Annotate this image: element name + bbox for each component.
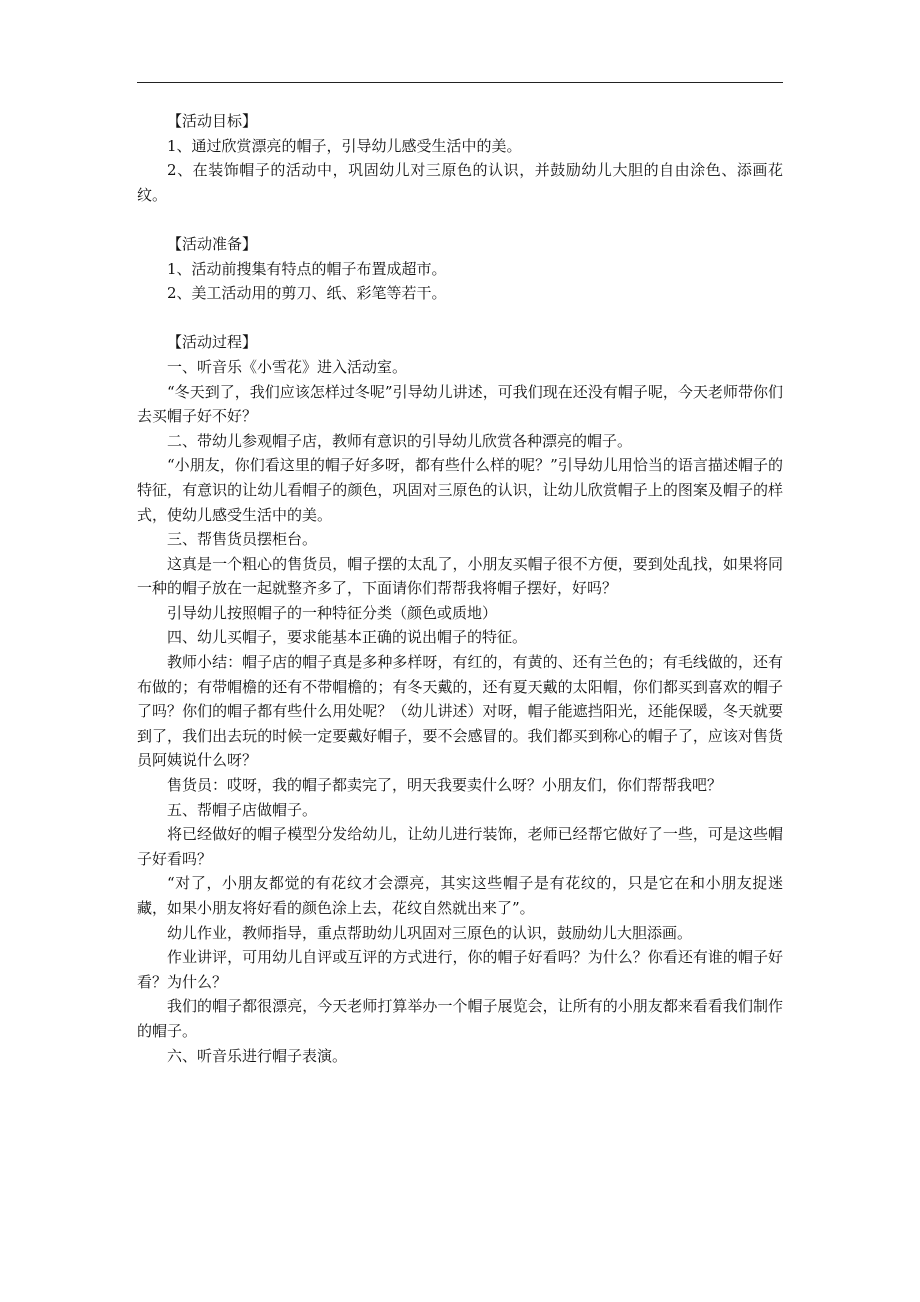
paragraph: 作业讲评，可用幼儿自评或互评的方式进行，你的帽子好看吗？为什么？你看还有谁的帽子好看？为什么？: [137, 948, 783, 991]
paragraph: 三、帮售货员摆柜台。: [167, 530, 318, 549]
section-preparation: [137, 232, 783, 306]
section-heading: 【活动过程】: [167, 333, 258, 352]
paragraph: 1、活动前搜集有特点的帽子布置成超市。: [167, 259, 447, 278]
paragraph: 1、通过欣赏漂亮的帽子，引导幼儿感受生活中的美。: [167, 136, 522, 155]
paragraph: 一、听音乐《小雪花》进入活动室。: [167, 357, 408, 376]
paragraph: 六、听音乐进行帽子表演。: [167, 1046, 348, 1065]
header-rule: [137, 82, 783, 83]
section-heading: 【活动目标】: [167, 112, 258, 130]
paragraph: “冬天到了，我们应该怎样过冬呢”引导幼儿讲述，可我们现在还没有帽子呢，今天老师带你们去买帽子好不好？: [137, 382, 783, 426]
section-process: [137, 330, 783, 1068]
paragraph: “对了，小朋友都觉的有花纹才会漂亮，其实这些帽子是有花纹的，只是它在和小朋友捉迷藏，如果小朋友将好看的颜色涂上去，花纹自然就出来了”。: [137, 874, 783, 917]
section-goals: [137, 109, 783, 207]
section-heading: 【活动准备】: [167, 234, 258, 253]
paragraph: 四、幼儿买帽子，要求能基本正确的说出帽子的特征。: [167, 628, 528, 647]
paragraph: 2、美工活动用的剪刀、纸、彩笔等若干。: [167, 284, 447, 303]
paragraph: 2、在装饰帽子的活动中，巩固幼儿对三原色的认识，并鼓励幼儿大胆的自由涂色、添画花纹。: [137, 161, 783, 204]
paragraph: 将已经做好的帽子模型分发给幼儿，让幼儿进行装饰，老师已经帮它做好了一些，可是这些帽子好看吗？: [137, 825, 783, 868]
paragraph: 这真是一个粗心的售货员，帽子摆的太乱了，小朋友买帽子很不方便，要到处乱找，如果将同一种的帽子放在一起就整齐多了，下面请你们帮帮我将帽子摆好，好吗？: [137, 554, 783, 598]
paragraph: 售货员：哎呀，我的帽子都卖完了，明天我要卖什么呀？小朋友们，你们帮帮我吧？: [167, 776, 723, 795]
paragraph: 二、带幼儿参观帽子店，教师有意识的引导幼儿欣赏各种漂亮的帽子。: [167, 431, 633, 450]
paragraph: 教师小结：帽子店的帽子真是多种多样呀，有红的，有黄的、还有兰色的；有毛线做的，还有布做的；有带帽檐的还有不带帽檐的；有冬天戴的，还有夏天戴的太阳帽，你们都买到喜欢的帽子了吗？你们的帽子都有些什么用处呢？（幼儿讲述）对呀，帽子能遮挡阳光，还能保暖，冬天就要到了，我们出去玩的时候一定要戴好帽子，要不会感冒的。我们都买到称心的帽子了，应该对售货员阿姨说什么呀？: [137, 653, 783, 770]
paragraph: 我们的帽子都很漂亮，今天老师打算举办一个帽子展览会，让所有的小朋友都来看看我们制作的帽子。: [137, 997, 783, 1040]
document-body: [137, 109, 783, 1068]
paragraph: 五、帮帽子店做帽子。: [167, 800, 318, 819]
paragraph: 幼儿作业，教师指导，重点帮助幼儿巩固对三原色的认识，鼓励幼儿大胆添画。: [167, 923, 693, 942]
paragraph: “小朋友，你们看这里的帽子好多呀，都有些什么样的呢？”引导幼儿用恰当的语言描述帽子的特征，有意识的让幼儿看帽子的颜色，巩固对三原色的认识，让幼儿欣赏帽子上的图案及帽子的样式，使幼儿感受生活中的美。: [137, 456, 783, 524]
paragraph: 引导幼儿按照帽子的一种特征分类（颜色或质地）: [167, 603, 498, 622]
